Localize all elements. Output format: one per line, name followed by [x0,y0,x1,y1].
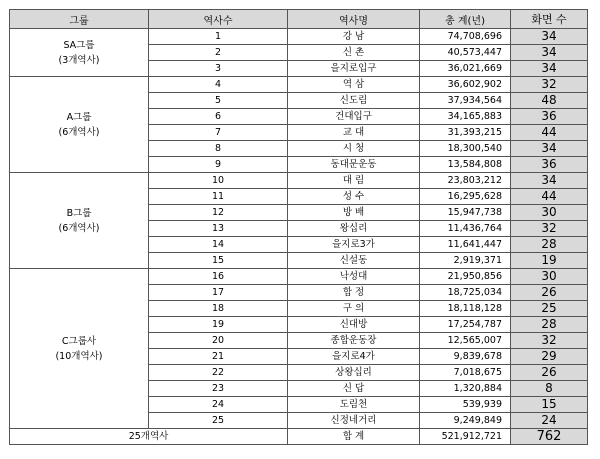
table-row [10,77,588,93]
station-name: 시 청 [288,141,420,157]
station-number: 15 [149,253,288,269]
station-number: 25 [149,413,288,429]
station-number: 7 [149,125,288,141]
group-count: (6개역사) [58,222,100,234]
header-screens: 화면 수 [511,10,588,29]
group-name: SA그룹 [63,39,95,51]
screen-count: 32 [511,77,588,93]
group-count: (10개역사) [55,350,103,362]
screen-count: 34 [511,61,588,77]
group-cell [10,173,149,269]
annual-total: 15,947,738 [420,205,511,221]
summary-label: 25개역사 [10,429,288,445]
screen-count: 8 [511,381,588,397]
station-number: 18 [149,301,288,317]
annual-total: 11,641,447 [420,237,511,253]
group-cell [10,77,149,173]
station-name: 을지로3가 [288,237,420,253]
summary-row [10,429,588,445]
summary-screens: 762 [511,429,588,445]
screen-count: 34 [511,29,588,45]
station-name: 을지로4가 [288,349,420,365]
station-number: 12 [149,205,288,221]
station-name: 방 배 [288,205,420,221]
station-number: 4 [149,77,288,93]
station-name: 건대입구 [288,109,420,125]
station-name: 왕십리 [288,221,420,237]
screen-count: 28 [511,237,588,253]
annual-total: 34,165,883 [420,109,511,125]
station-name: 구 의 [288,301,420,317]
annual-total: 18,118,128 [420,301,511,317]
station-number: 21 [149,349,288,365]
screen-count: 34 [511,141,588,157]
station-name: 낙성대 [288,269,420,285]
station-number: 11 [149,189,288,205]
screen-count: 29 [511,349,588,365]
table-body [10,29,588,429]
annual-total: 40,573,447 [420,45,511,61]
group-cell [10,269,149,429]
annual-total: 539,939 [420,397,511,413]
annual-total: 74,708,696 [420,29,511,45]
station-name: 상왕십리 [288,365,420,381]
station-number: 1 [149,29,288,45]
station-number: 5 [149,93,288,109]
screen-count: 28 [511,317,588,333]
group-name: B그룹 [66,207,92,219]
table-row [10,173,588,189]
station-name: 신대방 [288,317,420,333]
annual-total: 18,725,034 [420,285,511,301]
screen-count: 26 [511,365,588,381]
station-number: 22 [149,365,288,381]
annual-total: 7,018,675 [420,365,511,381]
station-name: 도림천 [288,397,420,413]
station-screen-table [9,9,588,445]
screen-count: 32 [511,333,588,349]
screen-count: 30 [511,269,588,285]
screen-count: 36 [511,109,588,125]
table-row [10,269,588,285]
screen-count: 19 [511,253,588,269]
station-number: 20 [149,333,288,349]
annual-total: 36,021,669 [420,61,511,77]
screen-count: 25 [511,301,588,317]
station-name: 교 대 [288,125,420,141]
annual-total: 13,584,808 [420,157,511,173]
station-number: 19 [149,317,288,333]
station-name: 을지로입구 [288,61,420,77]
annual-total: 37,934,564 [420,93,511,109]
station-name: 신 촌 [288,45,420,61]
station-number: 3 [149,61,288,77]
summary-total: 521,912,721 [420,429,511,445]
station-name: 동대문운동 [288,157,420,173]
station-name: 신도림 [288,93,420,109]
annual-total: 17,254,787 [420,317,511,333]
station-number: 9 [149,157,288,173]
group-name: A그룹 [66,111,92,123]
station-name: 합 정 [288,285,420,301]
station-name: 역 삼 [288,77,420,93]
annual-total: 36,602,902 [420,77,511,93]
header-station-name: 역사명 [288,10,420,29]
header-station-count: 역사수 [149,10,288,29]
annual-total: 12,565,007 [420,333,511,349]
station-number: 14 [149,237,288,253]
header-group: 그룹 [10,10,149,29]
station-name: 종합운동장 [288,333,420,349]
screen-count: 48 [511,93,588,109]
station-number: 13 [149,221,288,237]
group-cell [10,29,149,77]
table-row [10,29,588,45]
station-number: 10 [149,173,288,189]
annual-total: 9,249,849 [420,413,511,429]
station-number: 2 [149,45,288,61]
station-number: 8 [149,141,288,157]
header-row [10,10,588,29]
screen-count: 36 [511,157,588,173]
screen-count: 34 [511,45,588,61]
station-name: 신 답 [288,381,420,397]
screen-count: 34 [511,173,588,189]
annual-total: 23,803,212 [420,173,511,189]
annual-total: 18,300,540 [420,141,511,157]
annual-total: 21,950,856 [420,269,511,285]
station-number: 16 [149,269,288,285]
annual-total: 9,839,678 [420,349,511,365]
station-name: 강 남 [288,29,420,45]
annual-total: 16,295,628 [420,189,511,205]
station-number: 6 [149,109,288,125]
station-number: 24 [149,397,288,413]
screen-count: 44 [511,125,588,141]
station-name: 신설동 [288,253,420,269]
annual-total: 11,436,764 [420,221,511,237]
station-number: 23 [149,381,288,397]
summary-total-label: 합 계 [288,429,420,445]
header-total: 총 계(년) [420,10,511,29]
screen-count: 15 [511,397,588,413]
station-name: 신정네거리 [288,413,420,429]
annual-total: 2,919,371 [420,253,511,269]
screen-count: 24 [511,413,588,429]
group-count: (3개역사) [58,54,100,66]
screen-count: 30 [511,205,588,221]
screen-count: 44 [511,189,588,205]
group-count: (6개역사) [58,126,100,138]
annual-total: 31,393,215 [420,125,511,141]
station-name: 대 림 [288,173,420,189]
annual-total: 1,320,884 [420,381,511,397]
screen-count: 32 [511,221,588,237]
station-number: 17 [149,285,288,301]
group-name: C그룹사 [61,335,97,347]
station-name: 성 수 [288,189,420,205]
screen-count: 26 [511,285,588,301]
